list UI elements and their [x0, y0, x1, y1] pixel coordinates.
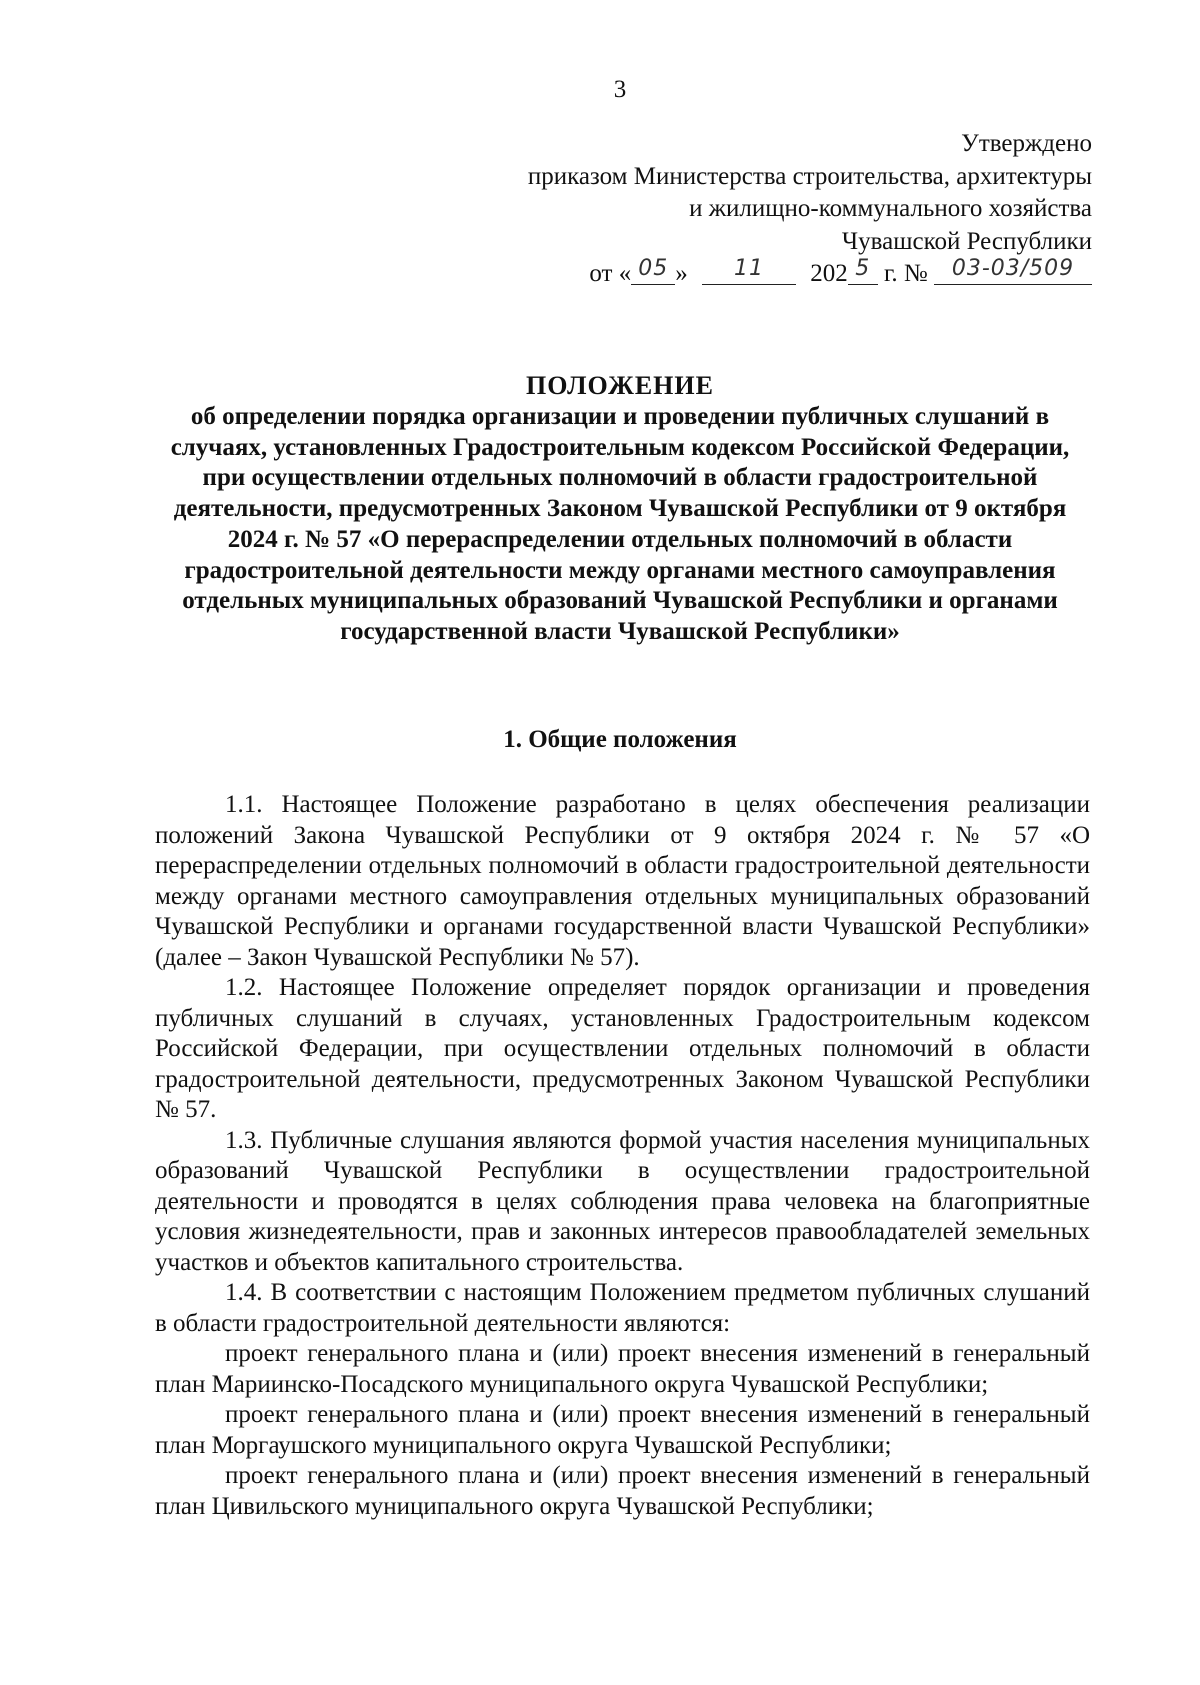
page-number: 3 [613, 76, 627, 103]
section-heading: 1. Общие положения [503, 726, 737, 753]
document-title: ПОЛОЖЕНИЕ [526, 371, 714, 400]
approval-line-republic: Чувашской Республики [841, 227, 1092, 255]
approval-line-approved: Утверждено [961, 130, 1092, 157]
paragraph-1-3: 1.3. Публичные слушания являются формой участия населения муниципальных образований Чувашской Республики в осуществлении градостроительной деятельности и проводятся в целях соблюдения права человека на благоприятные условия жизнедеятельности, прав и законных интересов правообладателей земельных участков и объектов капитального строительства. [155, 1126, 1090, 1276]
year-prefix: 202 [810, 260, 848, 287]
approval-line-ministry: и жилищно-коммунального хозяйства [689, 195, 1092, 222]
date-quote-close: » [675, 260, 688, 287]
document-subtitle: об определении порядка организации и проведении публичных слушаний в случаях, установленных Градостроительным кодексом Российской Федерации, при осуществлении отдельных полномочий в области градостроительной деятельности, предусмотренных Законом Чувашской Республики от 9 октября 2024 г. № 57 «О перераспределении отдельных полномочий в области градостроительной деятельности между органами местного самоуправления отдельных муниципальных образований Чувашской Республики и органами государственной власти Чувашской Республики» [170, 403, 1070, 645]
paragraph-1-1: 1.1. Настоящее Положение разработано в целях обеспечения реализации положений Закона Чувашской Республики от 9 октября 2024 г. № 57 «О перераспределении отдельных полномочий в области градостроительной деятельности между органами местного самоуправления отдельных муниципальных образований Чувашской Республики и органами государственной власти Чувашской Республики» (далее – Закон Чувашской Республики № 57). [155, 791, 1090, 971]
approval-stamp-block [528, 128, 1092, 291]
section-body [155, 790, 1090, 1522]
day-handwritten: 05 [638, 256, 669, 281]
approval-date-line [528, 258, 1092, 291]
approval-line-order: приказом Министерства строительства, архитектуры [527, 162, 1092, 190]
year-handwritten: 5 [855, 256, 871, 281]
order-number-handwritten: 03-03/509 [951, 256, 1075, 281]
year-suffix: г. № [883, 260, 928, 287]
month-blank [702, 258, 796, 285]
paragraph-1-2: 1.2. Настоящее Положение определяет порядок организации и проведения публичных слушаний в случаях, установленных Градостроительным кодексом Российской Федерации, при осуществлении отдельных полномочий в области градостроительной деятельности, предусмотренных Законом Чувашской Республики № 57. [155, 974, 1090, 1123]
order-number-blank [934, 258, 1092, 285]
month-handwritten: 11 [733, 256, 764, 281]
paragraph-1-4: 1.4. В соответствии с настоящим Положением предметом публичных слушаний в области градостроительной деятельности являются: [155, 1279, 1090, 1337]
day-blank [631, 258, 675, 285]
date-prefix: от « [589, 260, 632, 287]
list-item: проект генерального плана и (или) проект внесения изменений в генеральный план Цивильского муниципального округа Чувашской Республики; [155, 1462, 1090, 1520]
list-item: проект генерального плана и (или) проект внесения изменений в генеральный план Моргаушского муниципального округа Чувашской Республики; [155, 1401, 1090, 1459]
document-title-block [150, 370, 1090, 648]
year-blank [848, 258, 878, 285]
list-item: проект генерального плана и (или) проект внесения изменений в генеральный план Мариинско-Посадского муниципального округа Чувашской Республики; [155, 1340, 1090, 1398]
